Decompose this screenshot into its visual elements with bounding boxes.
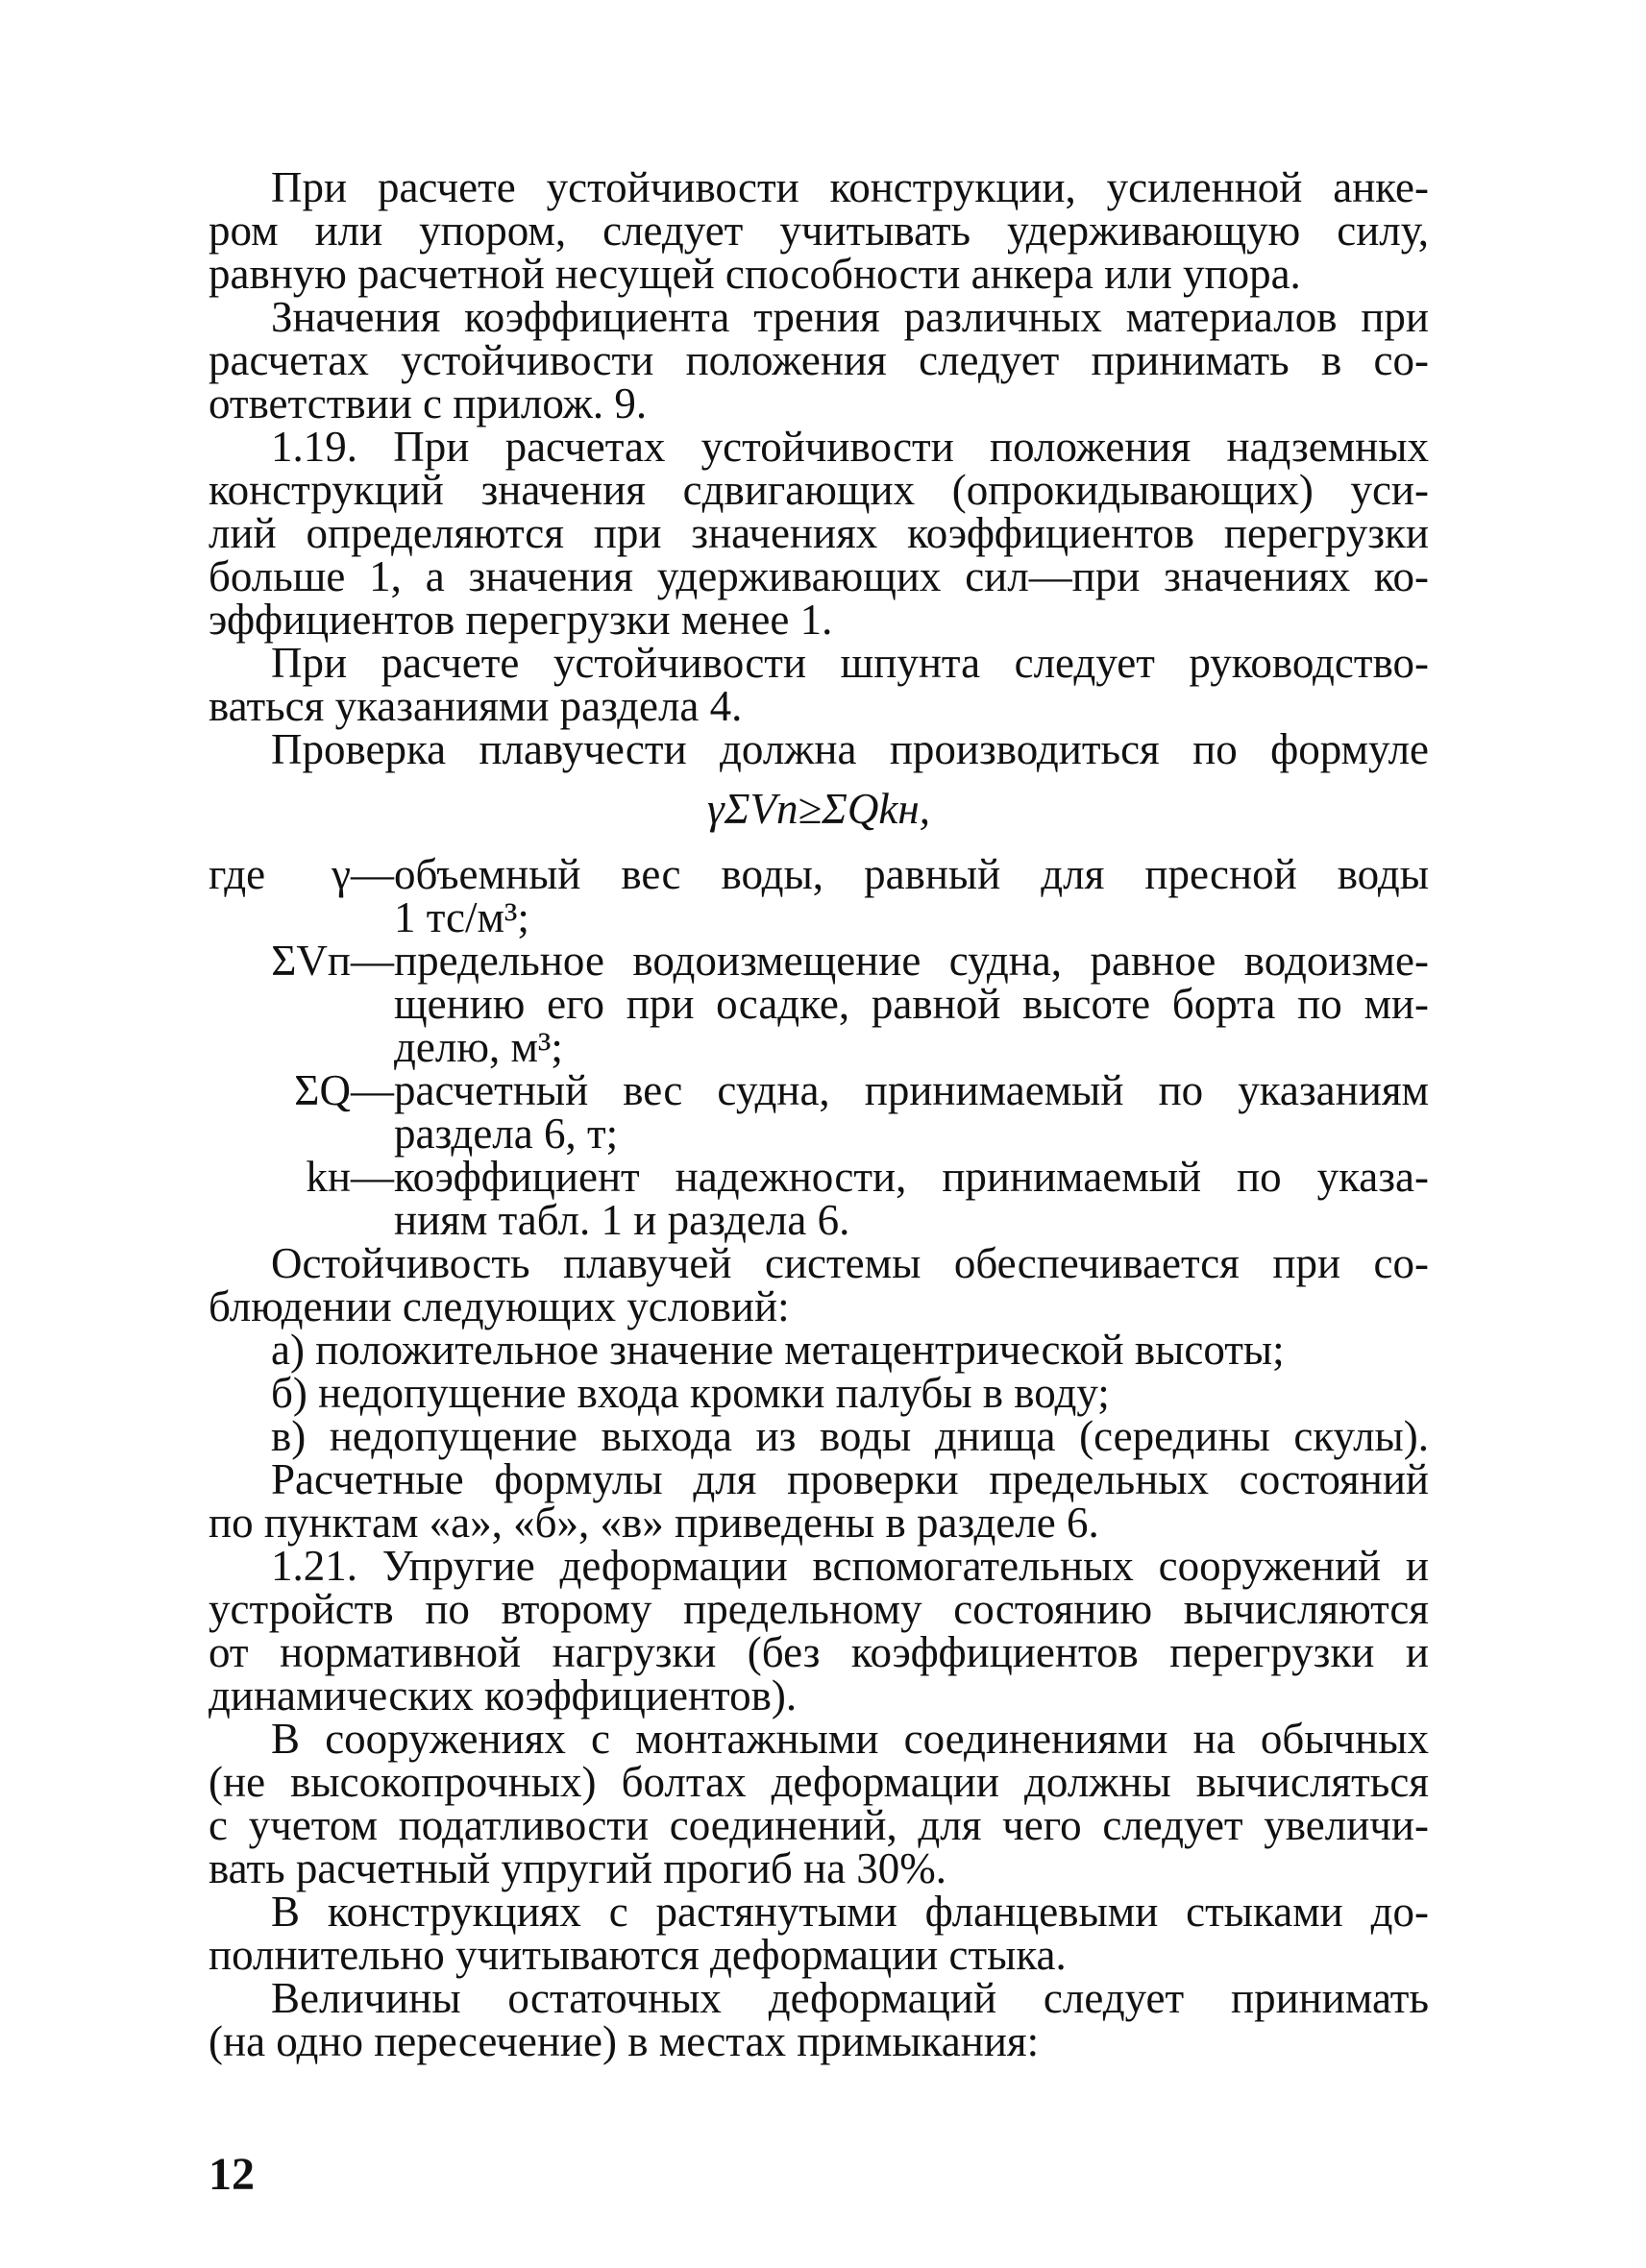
text-line: эффициентов перегрузки менее 1. (209, 596, 833, 644)
where-label: где (209, 850, 266, 898)
text-line: больше 1, а значения удерживающих сил—при значениях ко- (209, 552, 1429, 600)
list-item: а) положительное значение метацентрической высоты; (271, 1326, 1285, 1374)
text-line: конструкций значения сдвигающих (опрокидывающих) уси- (209, 466, 1429, 514)
definition-text: коэффициент надежности, принимаемый по указа- (394, 1153, 1429, 1201)
page-number: 12 (209, 2149, 255, 2200)
definition-text: объемный вес воды, равный для пресной воды (394, 850, 1429, 898)
text-line: с учетом податливости соединений, для чего следует увеличи- (209, 1801, 1429, 1849)
definition-text: щению его при осадке, равной высоте борта по ми- (394, 980, 1429, 1028)
definition-label: ΣQ— (294, 1066, 394, 1114)
text-line: Величины остаточных деформаций следует принимать (271, 1974, 1429, 2022)
text-line: ваться указаниями раздела 4. (209, 682, 743, 730)
text-line: Проверка плавучести должна производиться по формуле (271, 725, 1429, 773)
text-line: 1.21. Упругие деформации вспомогательных сооружений и (271, 1542, 1429, 1590)
text-line: В конструкциях с растянутыми фланцевыми стыками до- (271, 1888, 1429, 1936)
text-line: Остойчивость плавучей системы обеспечивается при со- (271, 1239, 1429, 1287)
definition-label: kн— (306, 1153, 394, 1201)
definition-label: γ— (332, 850, 394, 898)
text-line: При расчете устойчивости шпунта следует руководство- (271, 639, 1429, 687)
text-line: (на одно пересечение) в местах примыкания: (209, 2017, 1040, 2065)
text-line: ответствии с прилож. 9. (209, 379, 648, 427)
text-line: по пунктам «а», «б», «в» приведены в разделе 6. (209, 1499, 1099, 1547)
text-line: Расчетные формулы для проверки предельных состояний (271, 1455, 1429, 1503)
text-line: устройств по второму предельному состоянию вычисляются (209, 1585, 1429, 1633)
text-line: динамических коэффициентов). (209, 1671, 798, 1719)
formula: γΣVп≥ΣQkн, (707, 785, 930, 833)
text-line: (не высокопрочных) болтах деформации должны вычисляться (209, 1758, 1429, 1806)
text-line: ром или упором, следует учитывать удерживающую силу, (209, 207, 1429, 255)
definition-text: ниям табл. 1 и раздела 6. (394, 1196, 850, 1244)
text-line: При расчете устойчивости конструкции, усиленной анке- (271, 163, 1429, 211)
text-line: 1.19. При расчетах устойчивости положения надземных (271, 423, 1429, 471)
text-line: блюдении следующих условий: (209, 1282, 790, 1330)
text-line: расчетах устойчивости положения следует принимать в со- (209, 336, 1429, 384)
text-line: от нормативной нагрузки (без коэффициентов перегрузки и (209, 1628, 1429, 1676)
definition-text: 1 тс/м³; (394, 893, 529, 941)
definition-text: раздела 6, т; (394, 1110, 619, 1158)
list-item: б) недопущение входа кромки палубы в воду; (271, 1369, 1110, 1417)
text-line: Значения коэффициента трения различных материалов при (271, 293, 1429, 341)
text-line: лий определяются при значениях коэффициентов перегрузки (209, 509, 1429, 557)
text-line: полнительно учитываются деформации стыка. (209, 1931, 1067, 1979)
definition-text: расчетный вес судна, принимаемый по указаниям (394, 1066, 1429, 1114)
definition-text: предельное водоизмещение судна, равное водоизме- (394, 937, 1429, 985)
text-line: равную расчетной несущей способности анкера или упора. (209, 250, 1301, 298)
definition-label: ΣVп— (271, 937, 394, 985)
definition-text: делю, м³; (394, 1023, 563, 1071)
text-line: вать расчетный упругий прогиб на 30%. (209, 1844, 947, 1892)
list-item: в) недопущение выхода из воды днища (середины скулы). (271, 1412, 1429, 1460)
text-line: В сооружениях с монтажными соединениями на обычных (271, 1715, 1429, 1763)
